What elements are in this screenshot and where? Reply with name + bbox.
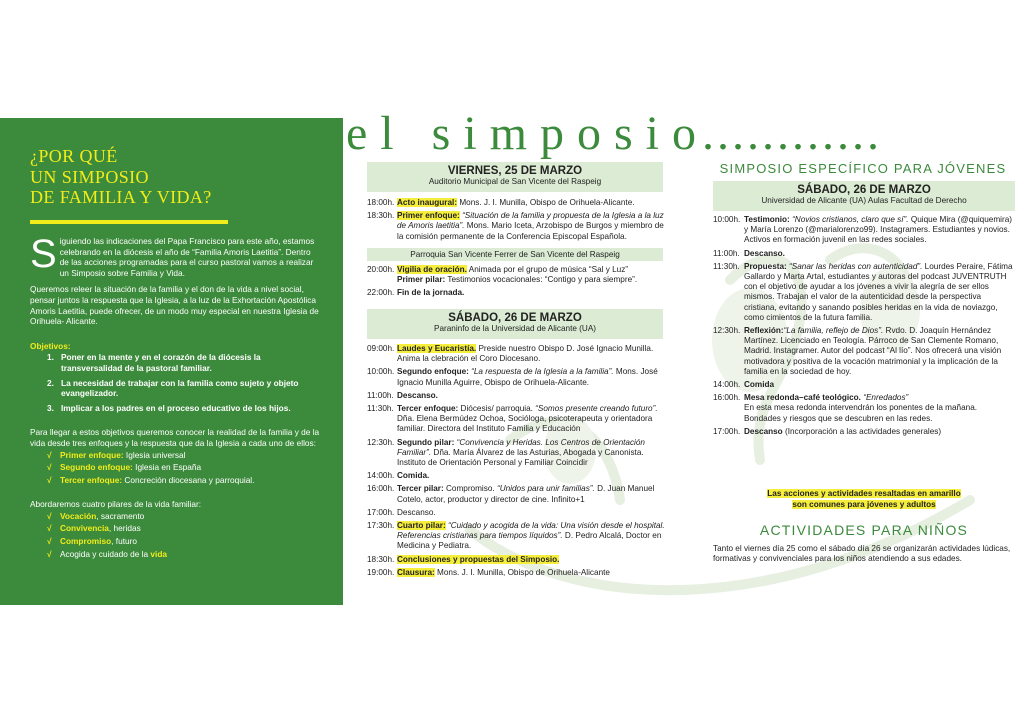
pillar-item (30, 523, 322, 534)
day-name: VIERNES, 25 DE MARZO (447, 165, 583, 177)
schedule-row (713, 427, 1015, 437)
schedule-time: 16:00h. (713, 393, 741, 403)
event-label: Primer pilar: (397, 275, 446, 285)
event-highlight: Acto inaugural: (397, 198, 458, 207)
event-highlight: Conclusiones y propuestas del Simposio. (397, 554, 560, 564)
schedule-viernes (367, 198, 667, 245)
event-text: Diócesis/ parroquia. (458, 404, 533, 414)
schedule-row (367, 367, 667, 387)
check-icon: √ (47, 474, 52, 485)
event-talk-title: “Enredados” (860, 393, 909, 403)
intro-text: iguiendo las indicaciones del Papa Francisco para este año, estamos celebrando en la diócesis el año de “Familia Amoris Laetitia”. Dentro de las acciones programadas para el curso pastoral vamos a realizar un Simposio sobre Familia y Vida. (59, 236, 315, 278)
event-highlight: Clausura: (397, 567, 435, 577)
event-text: Dña. Elena Bermúdez Ochoa, Socióloga, psicoterapeuta y orientadora familiar. Directora del Instituto Familia y Educación (397, 414, 653, 434)
schedule-time: 22:00h. (367, 288, 395, 298)
schedule-row (713, 326, 1015, 377)
schedule-sabado (367, 344, 667, 581)
event-label: Comida (744, 380, 775, 390)
schedule-time: 17:00h. (367, 507, 395, 517)
note-line: son comunes para jóvenes y adultos (792, 499, 936, 509)
day-place: Auditorio Municipal de San Vicente del Raspeig (428, 177, 602, 186)
day-place: Universidad de Alicante (UA) Aulas Facultad de Derecho (761, 196, 967, 205)
schedule-time: 12:30h. (713, 326, 741, 336)
schedule-row (367, 344, 667, 364)
event-text: Quique Mira (@quiquemira) y María Lorenzo (@marialorenzo99). Instagramers. Estudiantes y novios. Activos en formación juvenil en las redes sociales. (744, 215, 1012, 245)
schedule-time: 11:00h. (713, 248, 740, 258)
event-label: Descanso (744, 426, 783, 436)
check-icon: √ (47, 523, 52, 534)
event-text: Animada por el grupo de música “Sal y Luz” (466, 265, 629, 274)
schedule-viernes-evening (367, 265, 667, 302)
day-header-viernes (367, 162, 663, 192)
event-talk-title: “Situación de la familia y propuesta de la Iglesia a la luz de Amoris laetitia”. (397, 211, 664, 231)
objective-text: Implicar a los padres en el proceso educativo de los hijos. (61, 402, 291, 413)
panel-body (30, 232, 322, 561)
event-talk-title: “Convivencia y Heridas. Los Centros de Orientación Familiar”. (397, 437, 645, 457)
kids-section-heading: ACTIVIDADES PARA NIÑOS (759, 522, 969, 538)
schedule-row (367, 198, 667, 208)
approach-item (30, 450, 322, 461)
pillar-text: , sacramento (96, 510, 145, 521)
event-text: (Incorporación a las actividades generales) (782, 426, 942, 436)
pillar-text: Acogida y cuidado de la (60, 548, 151, 559)
schedule-row (713, 393, 1015, 424)
schedule-time: 19:00h. (367, 567, 395, 577)
pillars-list (30, 511, 322, 559)
event-talk-title: “Somos presente creando futuro”. (532, 404, 658, 414)
event-label: Segundo enfoque: (397, 367, 469, 377)
event-talk-title: “Cuidado y acogida de la vida: Una visión desde el hospital. Referencias cristianas para tiempos líquidos”. (397, 521, 665, 541)
schedule-time: 17:00h. (713, 426, 741, 436)
event-text: Dña. María Álvarez de las Asturias, Abogada y Canonista. Instituto de Orientación Personal y Familiar Coincidir (397, 447, 644, 468)
panel-title-line: UN SIMPOSIO (30, 166, 149, 187)
check-icon: √ (47, 536, 52, 547)
youth-section-heading: SIMPOSIO ESPECÍFICO PARA JÓVENES (719, 161, 1007, 176)
schedule-row (713, 249, 1015, 259)
objective-number: 3. (47, 402, 54, 413)
event-talk-title: “La familia, reflejo de Dios”. (783, 326, 884, 336)
pillar-label: Compromiso (60, 536, 112, 547)
event-talk-title: “Novios cristianos, claro que sí”. (789, 215, 909, 224)
approach-item (30, 462, 322, 473)
schedule-time: 11:00h. (367, 390, 394, 400)
schedule-time: 11:30h. (367, 404, 394, 414)
schedule-time: 17:30h. (367, 521, 395, 531)
schedule-time: 12:30h. (367, 437, 395, 447)
approach-label: Tercer enfoque: (60, 474, 123, 485)
schedule-time: 09:00h. (367, 344, 395, 353)
schedule-row (367, 521, 667, 552)
schedule-row (713, 262, 1015, 323)
intro-panel (0, 118, 343, 605)
venue-subheader: Parroquia San Vicente Ferrer de San Vicente del Raspeig (367, 248, 663, 261)
schedule-row (367, 404, 667, 435)
event-label: Tercer pilar: (397, 484, 444, 494)
day-header-sabado (367, 309, 663, 339)
approach-paragraph: Para llegar a estos objetivos queremos conocer la realidad de la familia y de la vida desde tres enfoques y la respuesta que da la Iglesia a cada uno de ellos: (30, 427, 320, 448)
event-highlight: Laudes y Eucaristía. (397, 344, 477, 353)
pillar-item (30, 511, 322, 522)
pillar-text: , heridas (108, 523, 141, 534)
schedule-time: 16:00h. (367, 484, 395, 494)
schedule-row (367, 211, 667, 242)
event-text: Mons. J. I. Munilla, Obispo de Orihuela-Alicante (434, 567, 610, 577)
panel-title-line: DE FAMILIA Y VIDA? (30, 187, 212, 207)
kids-section-text: Tanto el viernes día 25 como el sábado día 26 se organizarán actividades lúdicas, formativas y convivenciales para los niños atendiendo a sus edades. (713, 544, 1011, 564)
schedule-row (367, 288, 667, 298)
approach-label: Primer enfoque: (60, 449, 124, 460)
day-place: Paraninfo de la Universidad de Alicante (UA) (433, 324, 597, 333)
approach-text: Concreción diocesana y parroquial. (122, 474, 255, 485)
event-talk-title: “La respuesta de la Iglesia a la familia”. (468, 367, 614, 377)
day-header-jovenes (713, 181, 1015, 211)
objective-item (30, 403, 322, 414)
event-text: Mons. Mario Iceta, Arzobispo de Burgos y miembro de la comisión permanente de la Conferencia Episcopal Española. (397, 221, 664, 241)
dropcap-letter: S (30, 232, 57, 276)
panel-title (30, 146, 212, 208)
schedule-time: 11:30h. (713, 261, 740, 271)
objective-text: La necesidad de trabajar con la familia como sujeto y objeto evangelizador. (61, 377, 299, 399)
event-highlight: Vigilia de oración. (397, 265, 467, 274)
event-label: Reflexión: (744, 326, 784, 336)
pillar-text: , futuro (111, 536, 137, 547)
pillar-label: Convivencia (60, 523, 109, 534)
event-label: Descanso. (397, 390, 438, 400)
highlight-note (713, 489, 1015, 510)
event-highlight: Cuarto pilar: (397, 521, 446, 531)
panel-title-line: ¿POR QUÉ (30, 146, 118, 166)
event-label: Segundo pilar: (397, 437, 455, 447)
pillar-item (30, 549, 322, 560)
event-talk-title: “Unidos para unir familias”. (494, 484, 595, 494)
schedule-time: 14:00h. (713, 380, 741, 390)
event-text: Preside nuestro Obispo D. José Ignacio Munilla. Anima la clebración el Coro Diocesano. (397, 344, 654, 364)
event-label: Testimonio: (744, 215, 790, 224)
event-text: Testimonios vocacionales: “Contigo y para siempre”. (445, 275, 638, 285)
check-icon: √ (47, 449, 52, 460)
objectives-list (30, 352, 322, 413)
approach-text: Iglesia universal (123, 449, 186, 460)
check-icon: √ (47, 510, 52, 521)
objectives-section (30, 341, 322, 414)
pillars-paragraph: Abordaremos cuatro pilares de la vida familiar: (30, 499, 202, 510)
schedule-row (367, 568, 667, 578)
event-text: Descanso. (397, 507, 436, 517)
pillar-label: vida (150, 548, 168, 559)
schedule-time: 14:00h. (367, 471, 395, 481)
event-text: Lourdes Peraire, Fátima Gallardo y Marta Artal, estudiantes y autoras del podcast JUVENTRUTH con el objetivo de ayudar a los jóvenes a vivir la alegría de ser ellos mismos. Trabajan el valor de la autenticidad desde la perspectiva cristiana, evitando y sanando posibles heridas en la vida de noviazgo, como cimientos de la futura familia. (744, 261, 1013, 322)
title-underline (30, 220, 228, 224)
schedule-time: 18:00h. (367, 198, 395, 207)
event-label: Tercer enfoque: (397, 404, 459, 414)
context-paragraph: Queremos releer la situación de la familia y el don de la vida a nivel social, pensar juntos la respuesta que la Iglesia, a la luz de la Exhortación Apostólica Amoris Laetitia, puede ofrecer, de un modo muy especial en nuestra Iglesia de Orihuela- Alicante. (30, 284, 319, 327)
schedule-jovenes (713, 215, 1015, 440)
schedule-row (367, 484, 667, 504)
note-line: Las acciones y actividades resaltadas en amarillo (767, 489, 961, 498)
objective-text: Poner en la mente y en el corazón de la diócesis la transversalidad de la pastoral familiar. (61, 352, 261, 373)
approaches-list (30, 450, 322, 486)
schedule-row (713, 380, 1015, 390)
schedule-row (367, 508, 667, 518)
event-label: Propuesta: (744, 261, 787, 271)
approach-label: Segundo enfoque: (60, 462, 133, 473)
event-text: En esta mesa redonda intervendrán los ponentes de la mañana. Bondades y riesgos que se descubren en las redes. (744, 403, 978, 423)
event-text: Mons. J. I. Munilla, Obispo de Orihuela-Alicante. (457, 198, 635, 207)
event-text: D. Juan Manuel Cotelo, actor, productor y director de cine. Infinito+1 (397, 484, 655, 504)
objective-number: 2. (47, 377, 54, 388)
schedule-time: 18:30h. (367, 211, 395, 221)
schedule-row (367, 471, 667, 481)
event-label: Comida. (397, 471, 430, 481)
event-label: Descanso. (744, 248, 785, 258)
approach-text: Iglesia en España (132, 462, 202, 473)
day-name: SÁBADO, 26 DE MARZO (448, 312, 582, 324)
schedule-row (367, 438, 667, 469)
event-text: D. Pedro Alcalá, Doctor en Medicina y Pediatra. (397, 531, 662, 551)
event-talk-title: “Sanar las heridas con autenticidad”. (786, 261, 923, 271)
title-dots: ............ (702, 107, 882, 160)
event-label: Fin de la jornada. (397, 288, 465, 298)
event-label: Mesa redonda–café teológico. (744, 393, 861, 403)
main-title: el simposio (346, 107, 710, 160)
schedule-row (367, 391, 667, 401)
event-highlight: Primer enfoque: (397, 211, 460, 221)
schedule-row (713, 215, 1015, 246)
event-text: Rvdo. D. Joaquín Hernández Martínez. Licenciado en Teología. Párroco de San Clemente Romano, Madrid. Instagramer. Autor del podcast “Al lío”. Nos ofrecerá una visión motivadora y positiva de la vocación matrimonial y la implicación de la familia en la sociedad de hoy. (744, 326, 1002, 376)
schedule-time: 10:00h. (713, 215, 741, 224)
pillar-label: Vocación (60, 510, 97, 521)
objective-number: 1. (47, 352, 54, 363)
objective-item (30, 378, 322, 399)
day-name: SÁBADO, 26 DE MARZO (797, 184, 931, 196)
schedule-row (367, 555, 667, 565)
check-icon: √ (47, 462, 52, 473)
event-text: Mons. José Ignacio Munilla Aguirre, Obispo de Orihuela-Alicante. (397, 367, 658, 387)
objective-item (30, 352, 322, 373)
schedule-row (367, 265, 667, 285)
check-icon: √ (47, 548, 52, 559)
schedule-time: 20:00h. (367, 265, 395, 274)
pillar-item (30, 536, 322, 547)
objectives-label: Objetivos: (30, 340, 71, 351)
schedule-time: 18:30h. (367, 554, 395, 564)
schedule-time: 10:00h. (367, 367, 395, 377)
event-text: Compromiso. (443, 484, 495, 494)
intro-paragraph (30, 232, 322, 278)
approach-item (30, 475, 322, 486)
